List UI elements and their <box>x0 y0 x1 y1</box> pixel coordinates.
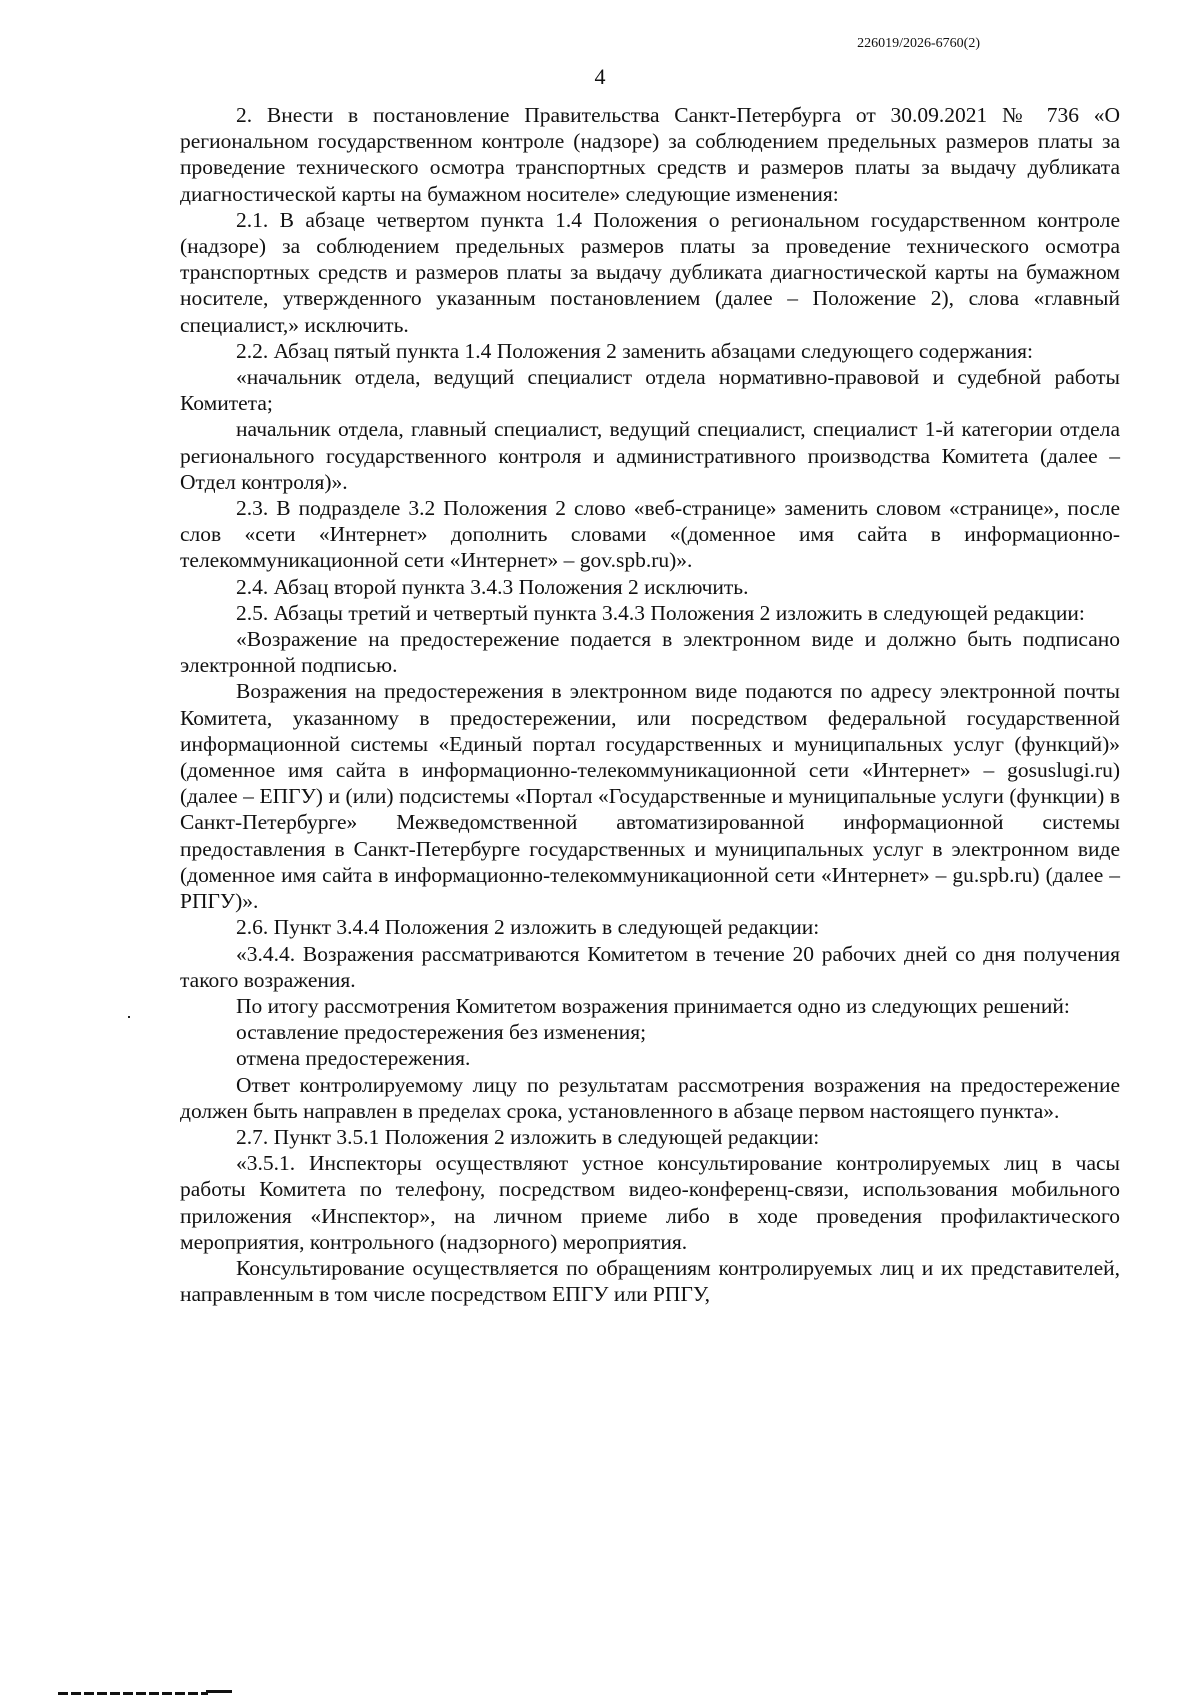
document-number: 226019/2026-6760(2) <box>857 36 980 51</box>
paragraph: 2.2. Абзац пятый пункта 1.4 Положения 2 заменить абзацами следующего содержания: <box>236 338 1034 363</box>
paragraph: Возражения на предостережения в электронном виде подаются по адресу электронной почты Комитета, указанному в предостережении, или посредством федеральной государственной информационной системы «Единый портал государственных и муниципальных услуг (функций)» (доменное имя сайта в информационно-телекоммуникационной сети «Интернет» – gosuslugi.ru) (далее – ЕПГУ) и (или) подсистемы «Портал «Государственные и муниципальные услуги (функции) в Санкт-Петербурге» Межведомственной автоматизированной информационной системы предоставления в Санкт-Петербурге государственных и муниципальных услуг в электронном виде (доменное имя сайта в информационно-телекоммуникационной сети «Интернет» – gu.spb.ru) (далее – РПГУ)». <box>180 679 1120 914</box>
paragraph: 2. Внести в постановление Правительства Санкт-Петербурга от 30.09.2021 № 736 «О региональном государственном контроле (надзоре) за соблюдением предельных размеров платы за проведение технического осмотра транспортных средств и размеров платы за выдачу дубликата диагностической карты на бумажном носителе» следующие изменения: <box>180 103 1120 206</box>
paragraph: 2.7. Пункт 3.5.1 Положения 2 изложить в следующей редакции: <box>236 1124 820 1149</box>
paragraph: «3.4.4. Возражения рассматриваются Комитетом в течение 20 рабочих дней со дня получения такого возражения. <box>180 941 1120 992</box>
paragraph: 2.6. Пункт 3.4.4 Положения 2 изложить в следующей редакции: <box>236 915 820 940</box>
paragraph: «Возражение на предостережение подается в электронном виде и должно быть подписано электронной подписью. <box>180 627 1120 678</box>
paragraph: «3.5.1. Инспекторы осуществляют устное консультирование контролируемых лиц в часы работы Комитета по телефону, посредством видео-конференц-связи, использования мобильного приложения «Инспектор», на личном приеме либо в ходе проведения профилактического мероприятия, контрольного (надзорного) мероприятия. <box>180 1151 1120 1254</box>
paragraph: 2.5. Абзацы третий и четвертый пункта 3.4.3 Положения 2 изложить в следующей редакции: <box>236 600 1085 625</box>
paragraph: оставление предостережения без изменения; <box>236 1020 647 1045</box>
footer-scan-mark-short <box>206 1690 232 1693</box>
paragraph: начальник отдела, главный специалист, ведущий специалист, специалист 1-й категории отдела регионального государственного контроля и административного производства Комитета (далее – Отдел контроля)». <box>180 417 1120 494</box>
paragraph: По итогу рассмотрения Комитетом возражения принимается одно из следующих решений: <box>236 993 1070 1018</box>
paragraph: 2.3. В подразделе 3.2 Положения 2 слово «веб-странице» заменить словом «странице», после слов «сети «Интернет» дополнить словами «(доменное имя сайта в информационно-телекоммуникационной сети «Интернет» – gov.spb.ru)». <box>180 496 1120 573</box>
paragraph: отмена предостережения. <box>236 1046 471 1071</box>
paragraph: «начальник отдела, ведущий специалист отдела нормативно-правовой и судебной работы Комитета; <box>180 365 1120 416</box>
paragraph: Ответ контролируемому лицу по результатам рассмотрения возражения на предостережение должен быть направлен в пределах срока, установленного в абзаце первом настоящего пункта». <box>180 1072 1120 1123</box>
document-body <box>180 102 1120 1307</box>
page-number: 4 <box>594 64 606 89</box>
paragraph: Консультирование осуществляется по обращениям контролируемых лиц и их представителей, направленным в том числе посредством ЕПГУ или РПГУ, <box>180 1255 1120 1307</box>
margin-dot <box>128 1016 130 1018</box>
paragraph: 2.1. В абзаце четвертом пункта 1.4 Положения о региональном государственном контроле (надзоре) за соблюдением предельных размеров платы за проведение технического осмотра транспортных средств и размеров платы за выдачу дубликата диагностической карты на бумажном носителе, утвержденного указанным постановлением (далее – Положение 2), слова «главный специалист,» исключить. <box>180 207 1120 337</box>
footer-scan-mark <box>58 1692 208 1695</box>
paragraph: 2.4. Абзац второй пункта 3.4.3 Положения 2 исключить. <box>236 574 749 599</box>
